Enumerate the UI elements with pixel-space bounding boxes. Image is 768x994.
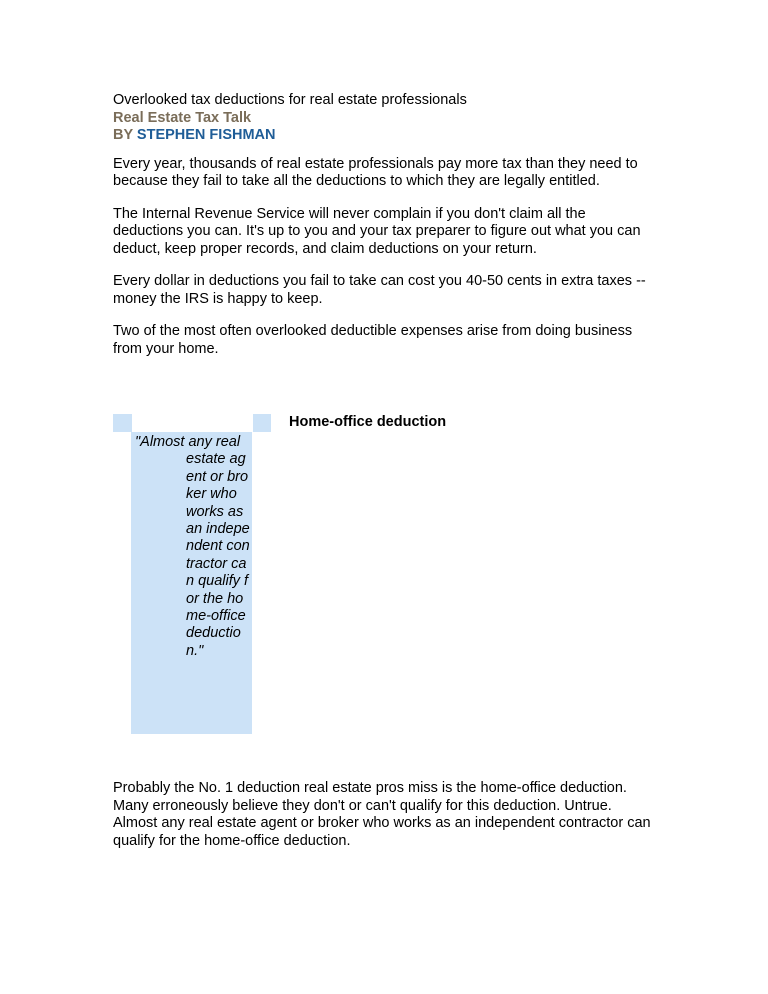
pull-quote-section xyxy=(113,414,658,744)
paragraph-3: Every dollar in deductions you fail to take can cost you 40-50 cents in extra taxes -- money the IRS is happy to keep. xyxy=(113,273,646,307)
section-heading: Home-office deduction xyxy=(289,414,447,430)
paragraph-4: Two of the most often overlooked deductible expenses arise from doing business from your home. xyxy=(113,323,633,357)
paragraph-2: The Internal Revenue Service will never complain if you don't claim all the deductions you can. It's up to you and your tax preparer to figure out what you can deduct, keep proper records, and claim deductions on your return. xyxy=(113,205,641,257)
paragraph-1: Every year, thousands of real estate professionals pay more tax than they need to because they fail to take all the deductions to which they are legally entitled. xyxy=(113,155,638,189)
sidebar-tab-right xyxy=(253,414,271,432)
sidebar-tab-left xyxy=(113,414,132,432)
byline xyxy=(113,127,658,145)
article-header xyxy=(113,92,658,373)
byline-prefix: BY xyxy=(113,127,133,143)
closing-paragraph: Probably the No. 1 deduction real estate pros miss is the home-office deduction. Many erroneously believe they don't or can't qualify for this deduction. Untrue. Almost any real estate agent or broker who works as an independent contractor can qualify for the home-office deduction. xyxy=(113,780,651,849)
article-title: Overlooked tax deductions for real estate professionals xyxy=(113,92,467,108)
author-name: STEPHEN FISHMAN xyxy=(136,127,276,143)
article-subtitle: Real Estate Tax Talk xyxy=(113,109,252,126)
pull-quote-box xyxy=(131,432,252,734)
article-body-continued xyxy=(113,780,658,865)
pull-quote: "Almost any real estate agent or broker who works as an independent contractor can qualify for the home-office deduction." xyxy=(135,434,250,659)
